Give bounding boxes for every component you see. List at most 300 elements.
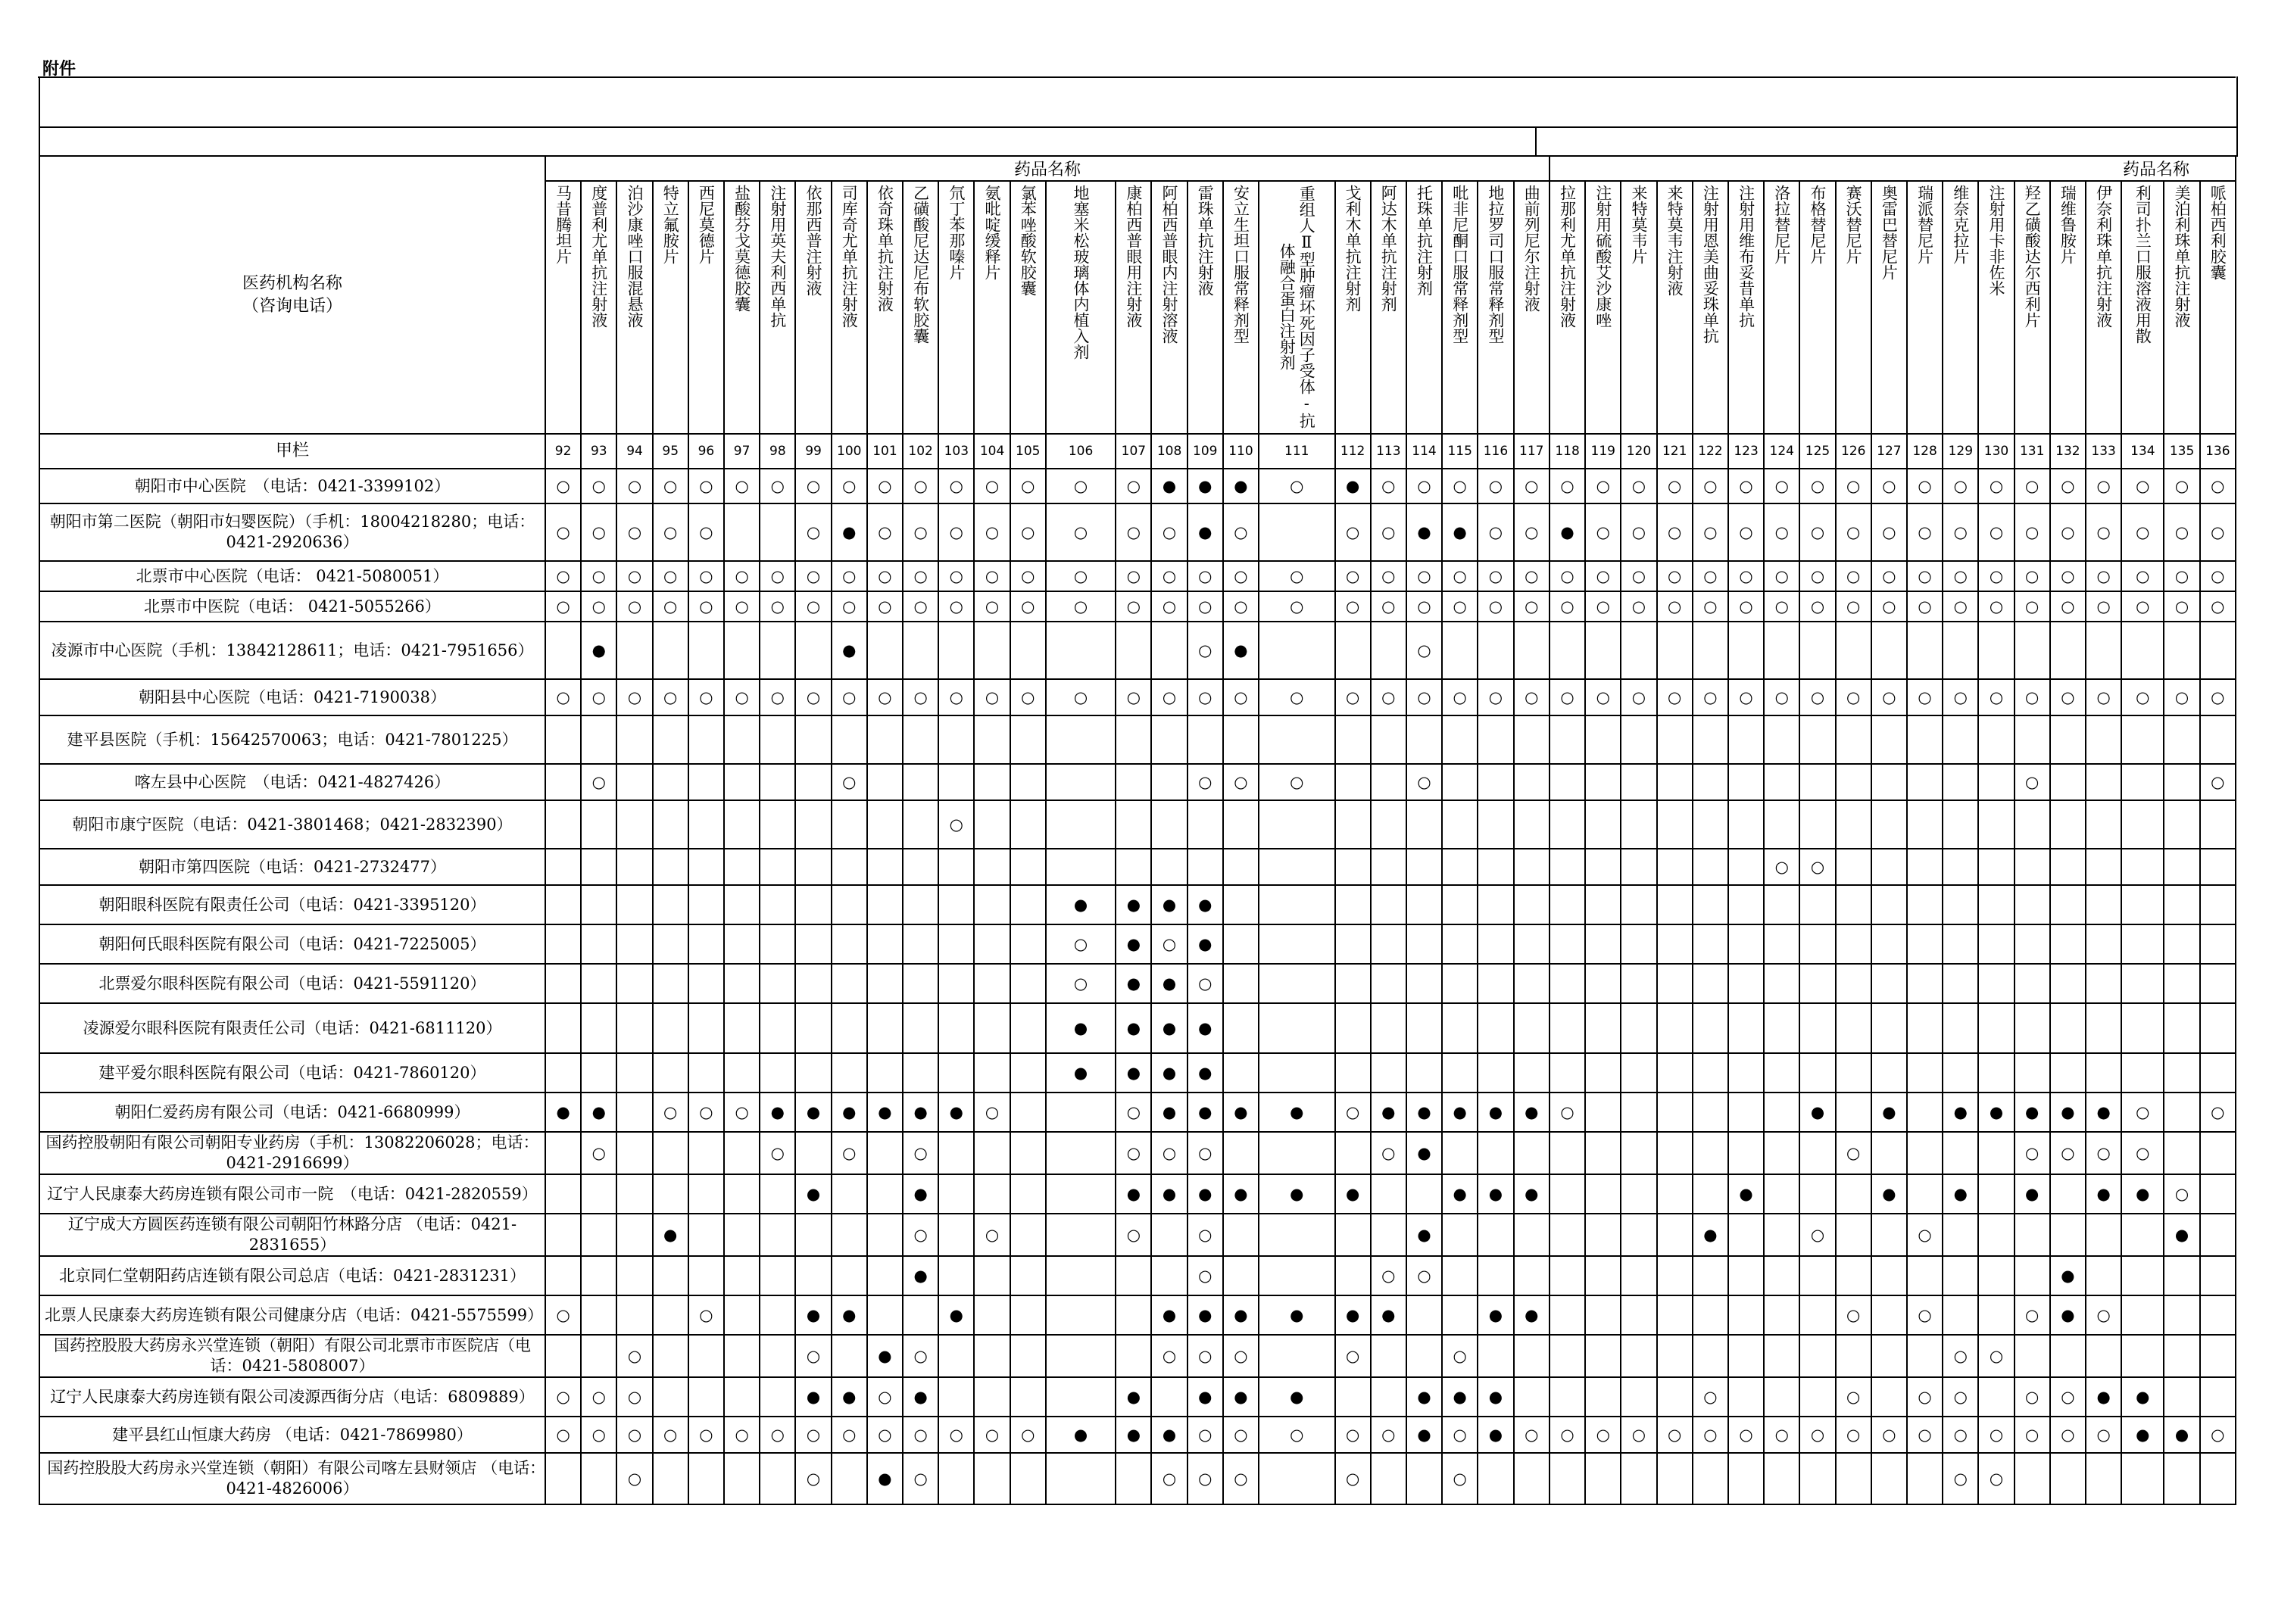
availability-cell — [1010, 1295, 1046, 1335]
availability-cell: ○ — [1116, 679, 1151, 715]
availability-cell: ○ — [2050, 679, 2086, 715]
availability-cell: ○ — [1046, 924, 1116, 964]
availability-cell: ○ — [1621, 469, 1656, 503]
availability-cell — [1621, 964, 1656, 1003]
availability-cell: ○ — [2164, 591, 2199, 622]
availability-cell: ○ — [938, 591, 974, 622]
drug-name: 来特莫韦注射液 — [1665, 185, 1684, 296]
availability-cell: ○ — [1187, 1453, 1223, 1504]
availability-cell — [1728, 1453, 1764, 1504]
availability-cell — [616, 885, 652, 924]
availability-cell: ○ — [1978, 679, 2014, 715]
availability-cell: ○ — [1442, 469, 1478, 503]
availability-cell: ○ — [1151, 561, 1187, 591]
availability-cell — [1621, 1295, 1656, 1335]
availability-cell — [1550, 764, 1585, 800]
availability-cell: ○ — [1943, 1417, 1978, 1453]
availability-cell — [1621, 715, 1656, 764]
availability-cell — [1657, 1453, 1693, 1504]
availability-cell — [832, 800, 867, 849]
availability-cell — [1478, 1053, 1513, 1093]
institution-name: 凌源市中心医院（手机：13842128611；电话：0421-7951656） — [39, 622, 545, 679]
availability-cell — [653, 764, 688, 800]
drug-name: 注射用维布妥昔单抗 — [1737, 185, 1755, 328]
availability-cell — [1046, 1377, 1116, 1417]
availability-cell — [1764, 1132, 1799, 1174]
availability-cell — [2200, 924, 2236, 964]
institution-name: 朝阳县中心医院（电话：0421-7190038） — [39, 679, 545, 715]
availability-cell: ○ — [2086, 591, 2121, 622]
availability-cell — [1371, 715, 1406, 764]
availability-cell: ○ — [1010, 1417, 1046, 1453]
availability-cell: ○ — [1978, 561, 2014, 591]
availability-cell — [1514, 1132, 1550, 1174]
drug-name: 瑞维鲁胺片 — [2058, 185, 2077, 264]
availability-cell: ● — [1442, 1174, 1478, 1214]
availability-cell: ● — [2164, 1214, 2199, 1256]
availability-cell — [1907, 800, 1943, 849]
availability-cell: ○ — [1478, 469, 1513, 503]
availability-cell — [1151, 715, 1187, 764]
availability-cell — [2050, 1053, 2086, 1093]
availability-cell — [867, 800, 903, 849]
availability-cell — [2121, 715, 2164, 764]
availability-cell: ○ — [974, 591, 1010, 622]
drug-name: 注射用恩美曲妥珠单抗 — [1701, 185, 1720, 344]
availability-cell: ○ — [1223, 591, 1259, 622]
availability-cell — [1621, 800, 1656, 849]
availability-cell: ● — [1151, 885, 1187, 924]
availability-cell: ○ — [832, 1417, 867, 1453]
availability-cell — [867, 964, 903, 1003]
availability-cell: ● — [1046, 885, 1116, 924]
availability-cell: ○ — [2200, 503, 2236, 561]
availability-cell — [2164, 1256, 2199, 1295]
availability-cell — [760, 1214, 795, 1256]
availability-cell — [724, 849, 760, 885]
drug-name: 重组人Ⅱ型肿瘤坏死因子受体-抗体融合蛋白注射剂 — [1278, 185, 1316, 429]
institution-name: 建平县医院（手机：15642570063；电话：0421-7801225） — [39, 715, 545, 764]
availability-cell — [1621, 1214, 1656, 1256]
availability-cell — [1550, 622, 1585, 679]
availability-cell — [2086, 1214, 2121, 1256]
availability-cell — [974, 1053, 1010, 1093]
availability-cell: ○ — [2164, 1174, 2199, 1214]
availability-cell: ● — [795, 1377, 831, 1417]
availability-cell: ○ — [1442, 1335, 1478, 1377]
table-row — [39, 1417, 2236, 1453]
availability-cell — [1371, 1053, 1406, 1093]
availability-cell — [1151, 622, 1187, 679]
availability-cell — [2086, 800, 2121, 849]
availability-cell — [760, 964, 795, 1003]
availability-cell — [2164, 764, 2199, 800]
availability-cell: ○ — [2050, 503, 2086, 561]
availability-cell: ○ — [1978, 503, 2014, 561]
availability-cell — [2164, 1377, 2199, 1417]
availability-cell — [2121, 1453, 2164, 1504]
availability-cell — [2200, 1132, 2236, 1174]
availability-cell — [2164, 1003, 2199, 1053]
availability-cell: ○ — [1693, 679, 1728, 715]
availability-cell: ○ — [724, 591, 760, 622]
availability-cell — [974, 715, 1010, 764]
drug-name: 注射用硫酸艾沙康唑 — [1593, 185, 1612, 328]
institution-name: 北票爱尔眼科医院有限公司（电话：0421-5591120） — [39, 964, 545, 1003]
availability-cell — [2015, 1214, 2050, 1256]
availability-cell: ● — [1223, 1174, 1259, 1214]
availability-cell: ○ — [1799, 1214, 1835, 1256]
drug-name-header — [616, 181, 652, 434]
availability-cell: ○ — [1693, 503, 1728, 561]
availability-cell: ○ — [616, 503, 652, 561]
availability-cell: ○ — [1187, 764, 1223, 800]
availability-cell — [581, 800, 616, 849]
availability-cell — [1943, 800, 1978, 849]
availability-cell — [1259, 885, 1334, 924]
availability-cell: ○ — [653, 503, 688, 561]
availability-cell — [1728, 1256, 1764, 1295]
availability-cell — [974, 849, 1010, 885]
availability-cell — [688, 1174, 724, 1214]
drug-name: 布格替尼片 — [1808, 185, 1827, 264]
availability-cell: ● — [1406, 1214, 1442, 1256]
table-row — [39, 1053, 2236, 1093]
availability-cell: ○ — [616, 1377, 652, 1417]
availability-cell — [1585, 715, 1621, 764]
availability-cell — [724, 1256, 760, 1295]
availability-cell — [974, 924, 1010, 964]
institution-name: 朝阳何氏眼科医院有限公司（电话：0421-7225005） — [39, 924, 545, 964]
availability-cell: ○ — [1046, 964, 1116, 1003]
availability-cell — [1871, 1295, 1907, 1335]
drug-name-header — [760, 181, 795, 434]
availability-cell: ● — [1223, 1295, 1259, 1335]
availability-cell — [867, 622, 903, 679]
availability-cell — [938, 1335, 974, 1377]
availability-cell — [1871, 1335, 1907, 1377]
availability-cell — [1657, 1295, 1693, 1335]
availability-cell: ○ — [1871, 679, 1907, 715]
drug-name: 利司扑兰口服溶液用散 — [2133, 185, 2152, 344]
availability-cell — [2086, 885, 2121, 924]
availability-cell — [1621, 1132, 1656, 1174]
availability-cell — [2164, 800, 2199, 849]
availability-cell — [1442, 924, 1478, 964]
availability-cell — [1621, 622, 1656, 679]
availability-cell: ○ — [938, 561, 974, 591]
availability-cell — [2050, 800, 2086, 849]
availability-cell: ○ — [867, 503, 903, 561]
availability-cell: ● — [1259, 1093, 1334, 1132]
availability-cell: ● — [867, 1093, 903, 1132]
drug-number: 136 — [2200, 434, 2236, 469]
availability-cell: ○ — [1187, 1132, 1223, 1174]
availability-cell — [545, 924, 581, 964]
availability-cell: ○ — [653, 679, 688, 715]
availability-cell — [1514, 622, 1550, 679]
availability-cell — [616, 1295, 652, 1335]
institution-name: 朝阳市康宁医院（电话：0421-3801468；0421-2832390） — [39, 800, 545, 849]
availability-cell — [1406, 1335, 1442, 1377]
availability-cell: ● — [1478, 1093, 1513, 1132]
availability-cell — [903, 622, 938, 679]
availability-cell: ○ — [1335, 503, 1371, 561]
availability-cell — [1116, 800, 1151, 849]
availability-cell — [2121, 849, 2164, 885]
availability-cell: ○ — [1693, 591, 1728, 622]
drug-number: 104 — [974, 434, 1010, 469]
availability-cell: ● — [1478, 1377, 1513, 1417]
availability-cell: ● — [903, 1093, 938, 1132]
availability-cell — [1585, 1003, 1621, 1053]
availability-cell — [1764, 1053, 1799, 1093]
institution-column-subtitle: （咨询电话） — [242, 296, 342, 316]
availability-cell — [2200, 622, 2236, 679]
availability-cell: ○ — [1406, 469, 1442, 503]
availability-cell — [1871, 885, 1907, 924]
availability-cell: ○ — [1764, 1417, 1799, 1453]
availability-cell: ● — [2050, 1093, 2086, 1132]
availability-cell: ● — [1151, 1417, 1187, 1453]
availability-cell — [1764, 1174, 1799, 1214]
availability-cell: ○ — [1151, 1132, 1187, 1174]
availability-cell — [2200, 1295, 2236, 1335]
institution-name: 朝阳市第四医院（电话：0421-2732477） — [39, 849, 545, 885]
availability-cell — [2200, 1256, 2236, 1295]
availability-cell — [867, 885, 903, 924]
availability-cell — [1550, 1132, 1585, 1174]
availability-cell — [1478, 924, 1513, 964]
availability-cell — [2086, 964, 2121, 1003]
availability-cell: ○ — [653, 469, 688, 503]
availability-cell: ○ — [616, 1335, 652, 1377]
availability-cell — [1223, 800, 1259, 849]
availability-cell — [616, 1003, 652, 1053]
availability-cell: ○ — [1978, 469, 2014, 503]
drug-name: 地拉罗司口服常释剂型 — [1486, 185, 1505, 344]
availability-cell — [2015, 800, 2050, 849]
availability-cell — [1621, 1256, 1656, 1295]
table-row — [39, 1132, 2236, 1174]
availability-cell — [616, 715, 652, 764]
availability-cell — [1046, 849, 1116, 885]
availability-cell — [1151, 1256, 1187, 1295]
availability-cell — [1693, 1295, 1728, 1335]
drug-name-header — [545, 181, 581, 434]
availability-cell: ● — [1187, 885, 1223, 924]
availability-cell — [1259, 715, 1334, 764]
availability-cell: ○ — [903, 1453, 938, 1504]
institution-name: 朝阳仁爱药房有限公司（电话：0421-6680999） — [39, 1093, 545, 1132]
availability-cell — [1693, 1053, 1728, 1093]
availability-cell: ○ — [867, 1417, 903, 1453]
availability-cell: ○ — [1259, 591, 1334, 622]
availability-cell: ○ — [1943, 503, 1978, 561]
availability-cell — [1585, 1214, 1621, 1256]
availability-cell: ○ — [1764, 561, 1799, 591]
availability-cell: ● — [832, 503, 867, 561]
availability-cell: ○ — [2164, 469, 2199, 503]
availability-cell: ○ — [1764, 679, 1799, 715]
availability-cell: ● — [1406, 1093, 1442, 1132]
availability-cell — [1406, 924, 1442, 964]
availability-cell: ● — [1187, 1003, 1223, 1053]
availability-cell: ● — [903, 1256, 938, 1295]
availability-cell: ○ — [1187, 561, 1223, 591]
availability-cell: ● — [2086, 1093, 2121, 1132]
drug-name: 羟乙磺酸达尔西利片 — [2023, 185, 2042, 328]
availability-cell — [1151, 1214, 1187, 1256]
availability-cell — [1046, 1453, 1116, 1504]
availability-cell — [616, 964, 652, 1003]
drug-name-header — [2121, 181, 2164, 434]
availability-cell: ○ — [545, 561, 581, 591]
availability-cell — [1799, 885, 1835, 924]
availability-cell — [1514, 764, 1550, 800]
availability-cell — [2015, 964, 2050, 1003]
availability-cell: ○ — [1836, 1295, 1871, 1335]
availability-cell — [1943, 1053, 1978, 1093]
drug-group-header-left: 药品名称 — [545, 156, 1550, 181]
availability-cell — [1116, 1256, 1151, 1295]
availability-cell — [1442, 715, 1478, 764]
availability-cell — [903, 1053, 938, 1093]
drug-number: 95 — [653, 434, 688, 469]
availability-cell — [1010, 764, 1046, 800]
drug-name-header — [795, 181, 831, 434]
availability-cell — [1335, 924, 1371, 964]
availability-cell — [1478, 764, 1513, 800]
availability-cell — [2086, 764, 2121, 800]
availability-cell: ● — [867, 1453, 903, 1504]
drug-name: 注射用英夫利西单抗 — [768, 185, 787, 328]
availability-cell — [2200, 964, 2236, 1003]
availability-cell: ○ — [1223, 679, 1259, 715]
availability-cell: ○ — [832, 764, 867, 800]
drug-number: 116 — [1478, 434, 1513, 469]
availability-cell: ● — [1151, 964, 1187, 1003]
availability-cell — [2200, 1174, 2236, 1214]
availability-cell: ○ — [938, 679, 974, 715]
availability-cell — [581, 1174, 616, 1214]
availability-cell — [760, 1295, 795, 1335]
availability-cell: ○ — [795, 561, 831, 591]
availability-cell: ● — [2015, 1174, 2050, 1214]
availability-cell — [1764, 924, 1799, 964]
table-row — [39, 1003, 2236, 1053]
availability-cell — [1514, 715, 1550, 764]
availability-cell — [1259, 622, 1334, 679]
drug-name-header — [1907, 181, 1943, 434]
table-row — [39, 561, 2236, 591]
availability-cell: ○ — [1371, 469, 1406, 503]
availability-cell: ○ — [1836, 679, 1871, 715]
availability-cell: ○ — [1907, 679, 1943, 715]
availability-cell — [2086, 622, 2121, 679]
availability-cell: ○ — [1550, 591, 1585, 622]
availability-cell — [616, 1053, 652, 1093]
availability-cell — [1259, 503, 1334, 561]
availability-cell — [653, 885, 688, 924]
availability-cell — [2200, 885, 2236, 924]
availability-cell — [1871, 1053, 1907, 1093]
availability-cell: ○ — [1187, 679, 1223, 715]
availability-cell — [1335, 764, 1371, 800]
institution-name: 北票市中心医院（电话： 0421-5080051） — [39, 561, 545, 591]
availability-cell: ○ — [1657, 469, 1693, 503]
availability-cell — [1585, 800, 1621, 849]
column-divider — [1535, 126, 1537, 155]
availability-cell — [1657, 1093, 1693, 1132]
drug-name: 来特莫韦片 — [1629, 185, 1648, 264]
drug-number: 133 — [2086, 434, 2121, 469]
drug-number: 115 — [1442, 434, 1478, 469]
availability-cell — [1406, 964, 1442, 1003]
availability-cell — [1585, 964, 1621, 1003]
availability-cell — [1978, 800, 2014, 849]
availability-cell — [938, 1132, 974, 1174]
availability-cell — [1978, 964, 2014, 1003]
availability-cell — [2121, 1335, 2164, 1377]
availability-cell — [1836, 715, 1871, 764]
availability-cell — [1371, 1453, 1406, 1504]
availability-cell — [1550, 885, 1585, 924]
availability-cell — [1978, 1132, 2014, 1174]
availability-cell — [653, 924, 688, 964]
availability-cell: ○ — [616, 1453, 652, 1504]
availability-cell: ● — [1799, 1093, 1835, 1132]
availability-cell — [2015, 924, 2050, 964]
availability-cell — [1478, 1214, 1513, 1256]
availability-cell — [1585, 622, 1621, 679]
availability-cell — [2015, 1053, 2050, 1093]
availability-cell — [1046, 715, 1116, 764]
availability-cell — [1657, 1335, 1693, 1377]
drug-group-header-right: 药品名称 — [1550, 156, 2236, 181]
drug-name: 奥雷巴替尼片 — [1880, 185, 1899, 280]
availability-cell: ○ — [1151, 1453, 1187, 1504]
availability-cell — [653, 1453, 688, 1504]
availability-cell: ○ — [795, 591, 831, 622]
availability-cell: ○ — [1728, 561, 1764, 591]
drug-name-header — [724, 181, 760, 434]
availability-cell — [1259, 1053, 1334, 1093]
availability-cell — [1693, 885, 1728, 924]
availability-cell — [903, 764, 938, 800]
drug-name-header — [2086, 181, 2121, 434]
availability-cell — [1010, 849, 1046, 885]
availability-cell: ○ — [1871, 1417, 1907, 1453]
availability-cell — [1799, 1453, 1835, 1504]
availability-cell — [760, 924, 795, 964]
availability-cell — [1657, 715, 1693, 764]
availability-cell — [1871, 622, 1907, 679]
availability-cell — [616, 800, 652, 849]
availability-cell — [1442, 849, 1478, 885]
availability-cell: ○ — [1371, 591, 1406, 622]
drug-name: 特立氟胺片 — [661, 185, 680, 264]
table-row — [39, 1453, 2236, 1504]
availability-cell — [688, 715, 724, 764]
table-row — [39, 924, 2236, 964]
availability-cell: ○ — [1151, 1335, 1187, 1377]
availability-cell — [653, 1132, 688, 1174]
availability-cell — [688, 1256, 724, 1295]
availability-cell — [616, 1132, 652, 1174]
availability-cell — [1978, 764, 2014, 800]
availability-cell — [1046, 622, 1116, 679]
